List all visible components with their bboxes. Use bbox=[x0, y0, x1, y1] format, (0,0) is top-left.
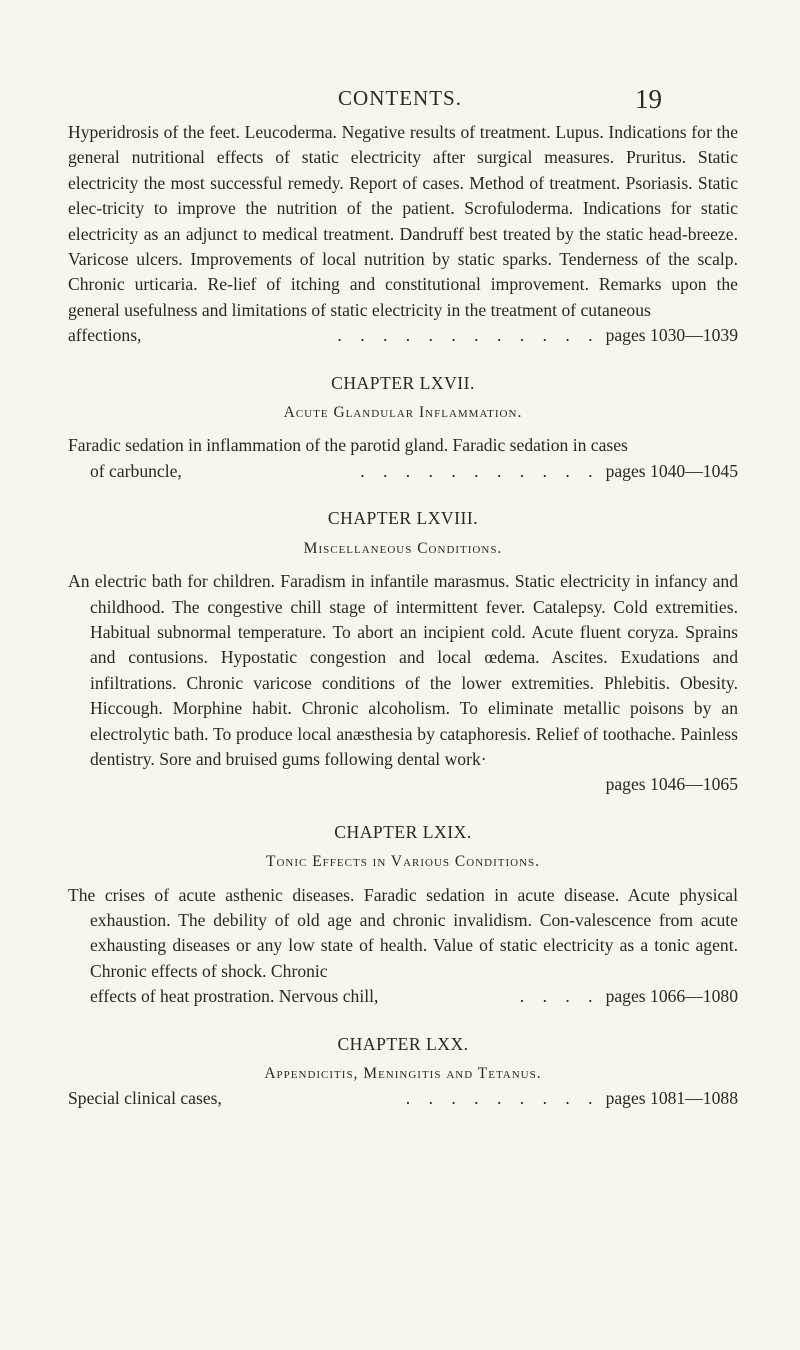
chapter-heading: CHAPTER LXVII. bbox=[331, 372, 475, 393]
leader-dots: . . . . . . . . . bbox=[405, 1088, 600, 1109]
page-range: pages 1046—1065 bbox=[605, 774, 738, 795]
chapter-last-line: of carbuncle, bbox=[90, 460, 182, 481]
chapter-last-line: effects of heat prostration. Nervous chill, bbox=[90, 986, 379, 1007]
page-range: pages 1081—1088 bbox=[605, 1088, 738, 1109]
leader-dots: . . . . . . . . . . . . bbox=[337, 325, 600, 346]
entry-last-line: affections, bbox=[68, 325, 142, 346]
chapter-text: The crises of acute asthenic diseases. Faradic sedation in acute disease. Acute physical exhaustion. The debility of old age and chronic invalidism. Con-valescence from acute exhausting diseases or any low state of health. Value of static electricity as a tonic agent. Chronic effects of shock. Chronic bbox=[68, 884, 738, 981]
chapter-pages-line bbox=[68, 1086, 738, 1111]
chapter-text: Faradic sedation in inflammation of the parotid gland. Faradic sedation in cases bbox=[68, 435, 628, 456]
page-range: pages 1040—1045 bbox=[605, 460, 738, 481]
chapter-lxx bbox=[68, 1032, 738, 1112]
page-range: pages 1030—1039 bbox=[605, 325, 738, 346]
chapter-pages-line bbox=[68, 984, 738, 1009]
page-number: 19 bbox=[635, 84, 662, 114]
chapter-pages-line bbox=[68, 459, 738, 484]
chapter-last-line: Special clinical cases, bbox=[68, 1088, 222, 1109]
entry-pages-line bbox=[68, 323, 738, 348]
entry-text: Hyperidrosis of the feet. Leucoderma. Negative results of treatment. Lupus. Indications for the general nutritional effects of static electricity after surgical measures. Pruritus. Static electricity the most successful remedy. Report of cases. Method of treatment. Psoriasis. Static elec-tricity to improve the nutrition of the patient. Scrofuloderma. Indications for static electricity as an adjunct to medical treatment. Dandruff best treated by the static head-breeze. Varicose ulcers. Improvements of local nutrition by static sparks. Tenderness of the scalp. Chronic urticaria. Re-lief of itching and constitutional improvement. Remarks upon the general usefulness and limitations of static electricity in the treatment of cutaneous bbox=[68, 122, 738, 320]
chapter-pages-line bbox=[68, 772, 738, 797]
chapter-heading: CHAPTER LXVIII. bbox=[327, 508, 479, 529]
running-title: CONTENTS. bbox=[338, 86, 462, 110]
chapter-heading: CHAPTER LXIX. bbox=[334, 821, 472, 842]
leader-dots: . . . . . . . . . . . bbox=[360, 460, 600, 481]
chapter-text: An electric bath for children. Faradism in infantile marasmus. Static electricity in infancy and childhood. The congestive chill stage of intermittent fever. Catalepsy. Cold extremities. Habitual subnormal temperature. To abort an incipient cold. Acute fluent coryza. Sprains and contusions. Hypostatic congestion and local œdema. Ascites. Exudations and infiltrations. Chronic varicose conditions of the lower extremities. Phlebitis. Obesity. Hiccough. Morphine habit. Chronic alcoholism. To eliminate metallic poisons by an electrolytic bath. To produce local anæsthesia by cataphoresis. Relief of toothache. Painless dentistry. Sore and bruised gums following dental work· bbox=[68, 571, 738, 769]
chapter-subtitle: Acute Glandular Inflammation. bbox=[283, 404, 523, 422]
chapter-lxix bbox=[68, 820, 738, 1010]
running-head bbox=[0, 86, 800, 116]
chapter-lxviii bbox=[68, 506, 738, 797]
continued-entry bbox=[68, 120, 738, 349]
chapter-heading: CHAPTER LXX. bbox=[337, 1033, 469, 1054]
chapter-subtitle: Miscellaneous Conditions. bbox=[303, 539, 503, 557]
chapter-subtitle: Appendicitis, Meningitis and Tetanus. bbox=[264, 1065, 542, 1082]
contents-body bbox=[68, 120, 738, 1112]
leader-dots: . . . . bbox=[519, 986, 600, 1007]
chapter-subtitle: Tonic Effects in Various Conditions. bbox=[265, 853, 541, 871]
page-range: pages 1066—1080 bbox=[605, 986, 738, 1007]
chapter-lxvii bbox=[68, 371, 738, 485]
